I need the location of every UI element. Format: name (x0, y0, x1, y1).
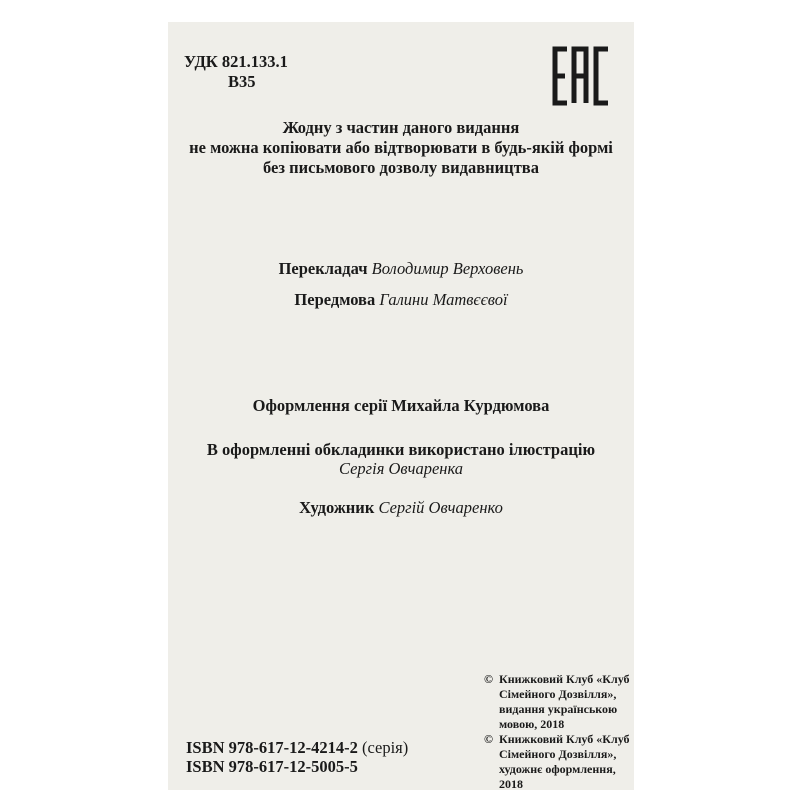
book-imprint-page (168, 22, 634, 790)
copyright-edition: © Книжковий Клуб «Клуб Сімейного Дозвілля», видання українською мовою, 2018 (484, 672, 630, 731)
series-design-credit: Оформлення серії Михайла Курдюмова (252, 396, 550, 415)
isbn-book (186, 757, 358, 776)
foreword-label: Передмова (294, 290, 376, 309)
udk-index: В35 (228, 72, 256, 91)
copy-restriction-notice (168, 118, 634, 178)
foreword-credit (168, 290, 634, 309)
eac-mark-icon (552, 46, 614, 106)
artist-credit (168, 498, 634, 517)
copyright-icon: © (484, 672, 493, 686)
foreword-name: Галини Матвєєвої (379, 290, 508, 309)
isbn-number: ISBN 978-617-12-4214-2 (186, 738, 358, 757)
copyright-icon: © (484, 732, 493, 746)
isbn-number: ISBN 978-617-12-5005-5 (186, 757, 358, 776)
translator-name: Володимир Верховень (371, 259, 524, 278)
notice-line-2: не можна копіювати або відтворювати в будь-якій формі (189, 138, 613, 157)
cover-illustration-credit: В оформленні обкладинки використано ілюстрацію (206, 440, 596, 459)
translator-credit (168, 259, 634, 278)
translator-label: Перекладач (278, 259, 368, 278)
notice-line-1: Жодну з частин даного видання (282, 118, 520, 137)
isbn-series (186, 738, 408, 757)
isbn-note: (серія) (362, 738, 409, 757)
cover-artist-name: Сергія Овчаренка (338, 459, 464, 478)
notice-line-3: без письмового дозволу видавництва (263, 158, 539, 177)
udk-code: УДК 821.133.1 (184, 52, 288, 71)
artist-name: Сергій Овчаренко (378, 498, 503, 517)
copyright-design: © Книжковий Клуб «Клуб Сімейного Дозвілля», художнє оформлення, 2018 (484, 732, 630, 790)
artist-label: Художник (299, 498, 375, 517)
